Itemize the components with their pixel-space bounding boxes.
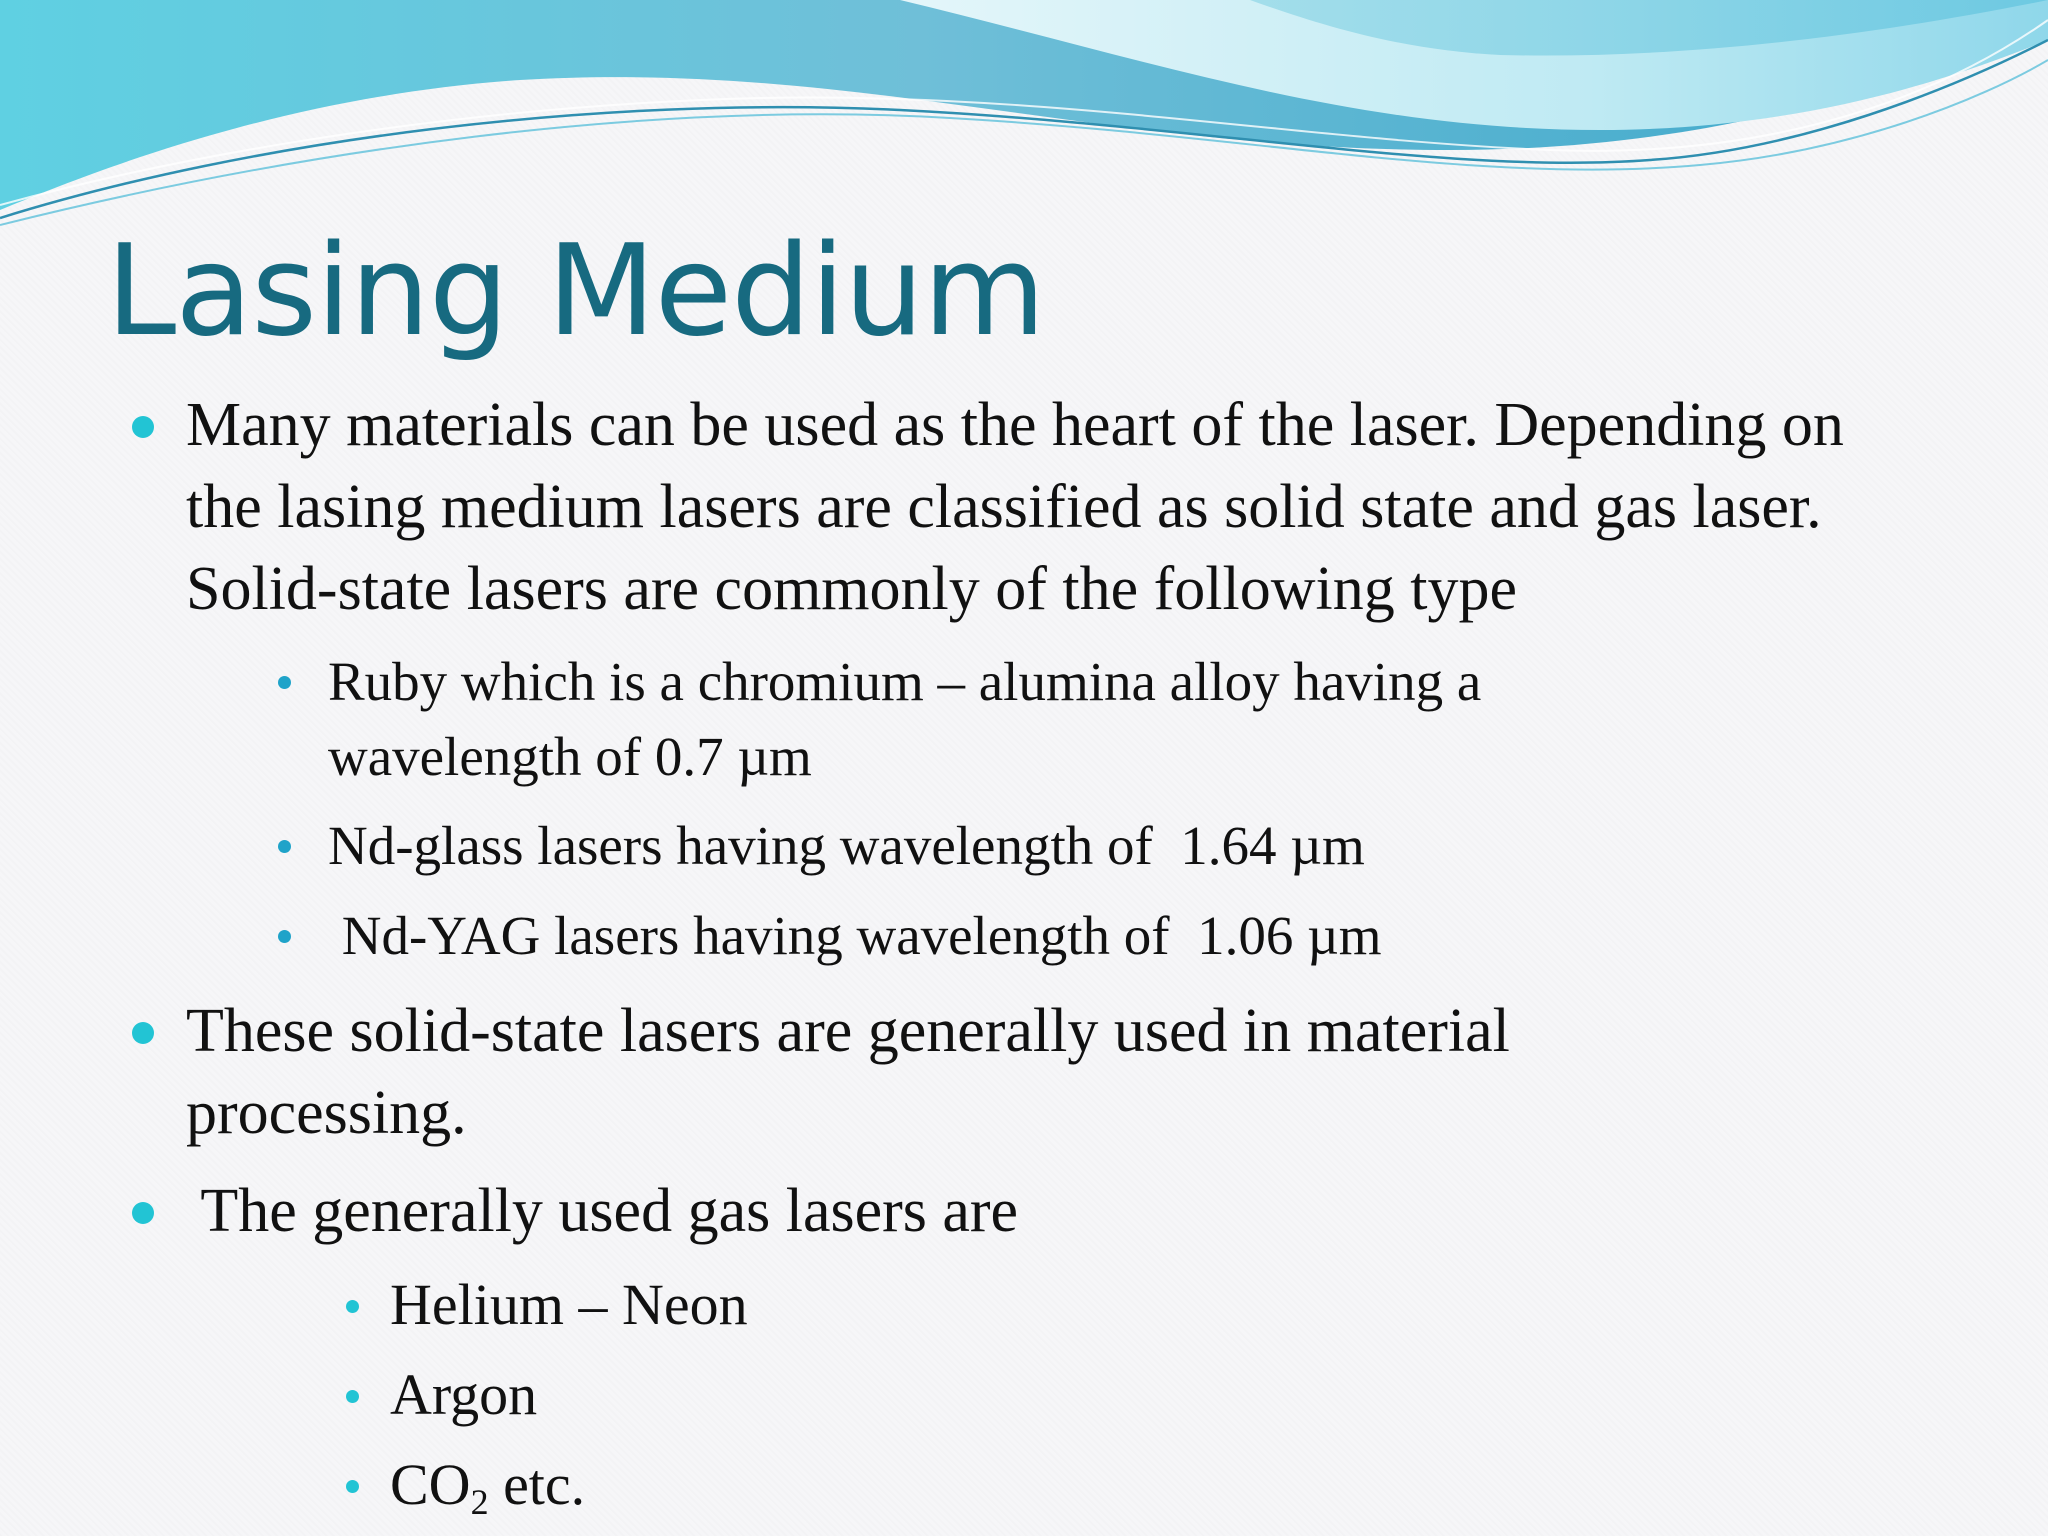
sub-bullet-icon (278, 840, 291, 853)
bullet-item (186, 990, 1746, 1154)
sub-bullet-text: Argon (390, 1362, 538, 1427)
sub-bullet-item (328, 644, 1708, 794)
bullet-item (186, 384, 1926, 630)
bullet-item (186, 1170, 1786, 1252)
sub-bullet-icon (346, 1390, 359, 1403)
co2-formula-subscript: 2 (470, 1482, 489, 1523)
sub-bullet-item (328, 898, 1728, 973)
sub-bullet-icon (278, 930, 291, 943)
sub-bullet-text: Nd-YAG lasers having wavelength of 1.06 µm (328, 905, 1382, 966)
header-wave-decoration (0, 0, 2048, 240)
sub-bullet-text (390, 1446, 1290, 1524)
slide-title: Lasing Medium (106, 217, 1045, 364)
co2-etc-text: etc. (488, 1452, 586, 1517)
bullet-text: The generally used gas lasers are (186, 1177, 1019, 1245)
sub-bullet-text: Nd-glass lasers having wavelength of 1.64 µm (328, 815, 1365, 876)
bullet-icon (132, 1022, 154, 1044)
sub-bullet-item (390, 1446, 1290, 1524)
sub-bullet-icon (346, 1300, 359, 1313)
co2-formula-base: CO (390, 1452, 471, 1517)
sub-bullet-icon (278, 676, 291, 689)
sub-bullet-text: Ruby which is a chromium – alumina alloy having a wavelength of 0.7 µm (328, 651, 1482, 787)
bullet-icon (132, 1202, 154, 1224)
sub-bullet-text: Helium – Neon (390, 1272, 748, 1337)
sub-bullet-item (390, 1356, 1290, 1434)
sub-bullet-icon (346, 1480, 359, 1493)
bullet-icon (132, 416, 154, 438)
bullet-text: Many materials can be used as the heart of the laser. Depending on the lasing medium lasers are classified as solid state and gas laser. Solid-state lasers are commonly of the following type (186, 391, 1844, 623)
bullet-text: These solid-state lasers are generally used in material processing. (186, 997, 1510, 1147)
sub-bullet-item (390, 1266, 1290, 1344)
sub-bullet-item (328, 808, 1728, 883)
